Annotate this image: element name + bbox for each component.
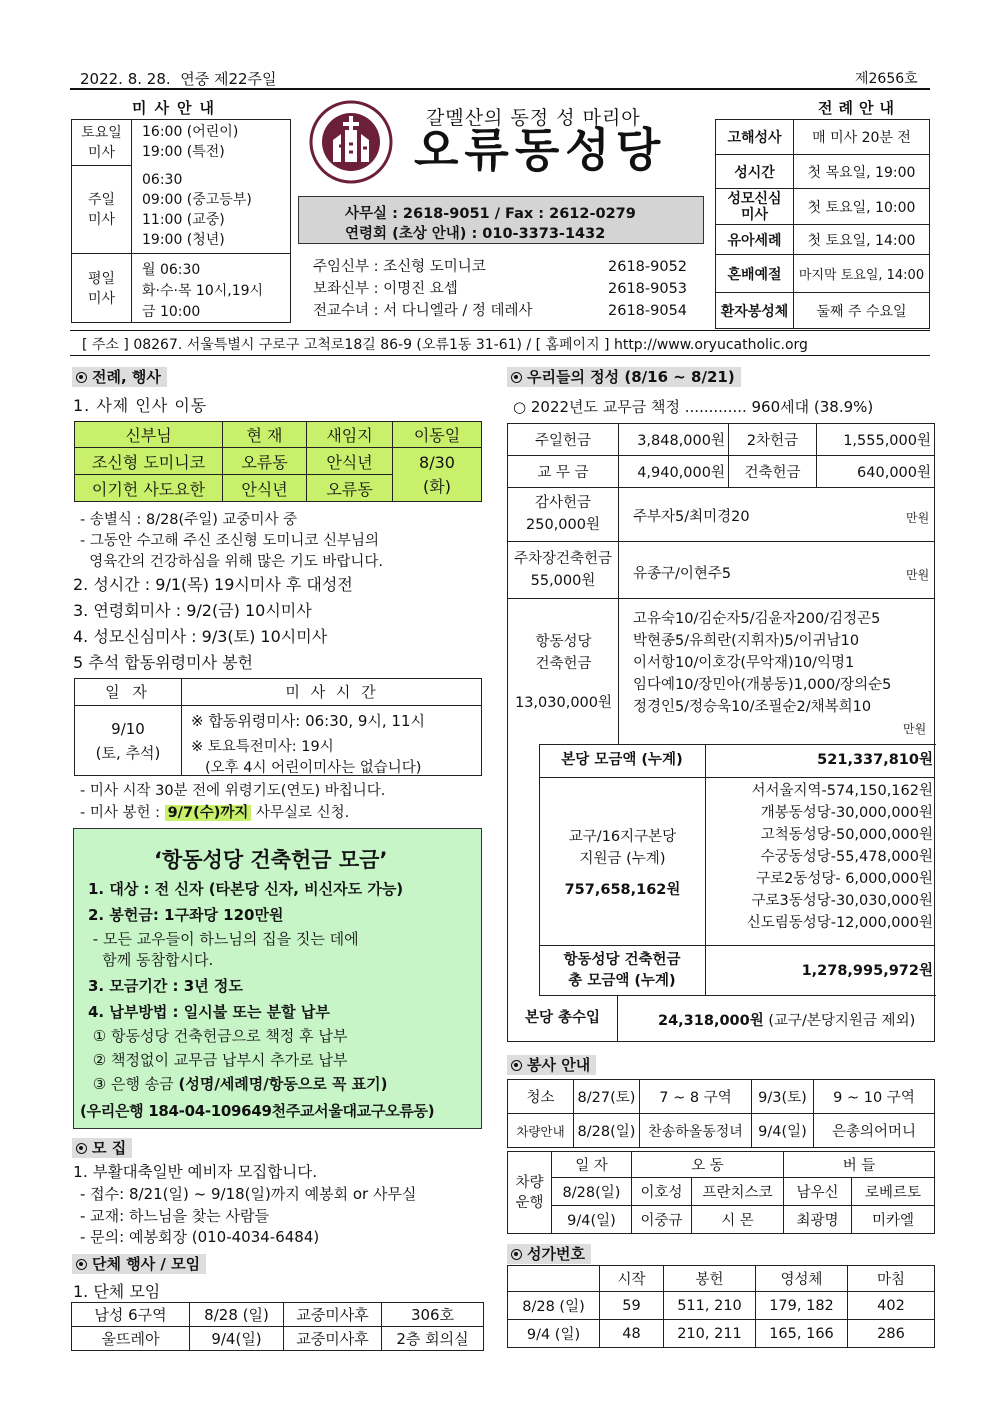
mass-title: 미사안내	[132, 99, 222, 117]
hymn-cell: 9/4 (일)	[508, 1320, 600, 1348]
section-liturgy-events: 전례, 행사	[72, 367, 167, 387]
vehicle-cell: 이중규	[632, 1206, 692, 1234]
hymn-head: 영성체	[756, 1266, 848, 1292]
gyogu-line: 구로3동성당-30,030,000원	[751, 893, 933, 909]
transfer-head: 이동일	[393, 422, 482, 448]
gyogu-line: 고척동성당-50,000,000원	[760, 827, 933, 843]
vehicle-cell: 8/28(일)	[552, 1178, 632, 1206]
offer-value: 3,848,000원	[619, 424, 729, 456]
staff-sisters-phone: 2618-9054	[608, 303, 688, 319]
thanks-unit: 만원	[906, 511, 930, 525]
hymn-head: 봉헌	[664, 1266, 756, 1292]
chuseok-table	[74, 678, 482, 776]
transfer-cell: 안식년	[307, 448, 393, 475]
church-subtitle: 갈멜산의 동정 성 마리아	[426, 107, 641, 129]
staff-assistant: 보좌신부 : 이명진 요셉	[313, 281, 458, 297]
transfer-head: 신부님	[75, 422, 223, 448]
mass-label-sun: 주일 미사	[72, 166, 132, 254]
groups-cell: 교중미사후	[284, 1303, 382, 1327]
vehicle-cell: 미카엘	[852, 1206, 935, 1234]
hymn-head	[508, 1266, 600, 1292]
mass-times-sat: 16:00 (어린이) 19:00 (특전)	[142, 124, 239, 160]
liturgy-value: 둘째 주 수요일	[794, 293, 930, 329]
hymn-cell: 48	[600, 1320, 664, 1348]
hymn-cell: 402	[848, 1292, 935, 1320]
total-value: 1,278,995,972원	[801, 963, 933, 979]
liturgy-value: 첫 목요일, 19:00	[794, 155, 930, 189]
mass-times-sun: 06:30 09:00 (중고등부) 11:00 (교중) 19:00 (청년)	[142, 172, 252, 248]
fund-title: ‘항동성당 건축헌금 모금’	[154, 848, 388, 872]
address-line: [ 주소 ] 08267. 서울특별시 구로구 고척로18길 86-9 (오류1동 31-61) / [ 홈페이지 ] http://www.oryucatholic.org	[82, 337, 808, 353]
offer-value: 640,000원	[817, 456, 935, 488]
hymn-head: 시작	[600, 1266, 664, 1292]
vehicle-head: 버 들	[784, 1152, 935, 1178]
vehicle-cell: 9/4(일)	[552, 1206, 632, 1234]
hang-line: 박현종5/유희란(지휘자)5/이귀남10	[633, 633, 860, 649]
issue-number: 제2656호	[855, 71, 918, 87]
item-marian-mass: 4. 성모신심미사 : 9/3(토) 10시미사	[73, 627, 328, 646]
fund-account: (우리은행 184-04-109649천주교서울대교구오류동)	[80, 1102, 435, 1120]
donation-block	[507, 486, 935, 1042]
dues-summary: ○ 2022년도 교무금 책정 ............. 960세대 (38.9%)	[513, 398, 874, 416]
vehicle-head: 일 자	[552, 1152, 632, 1178]
vehicle-cell: 남우신	[784, 1178, 852, 1206]
mass-label-weekday: 평일 미사	[72, 254, 132, 323]
fund-line: 2. 봉헌금: 1구좌당 120만원	[88, 906, 284, 924]
offer-label: 교 무 금	[508, 456, 619, 488]
chuseok-line2: ※ 토요특전미사: 19시	[191, 739, 334, 755]
offer-value: 1,555,000원	[817, 424, 935, 456]
assoc-phone: 연령회 (초상 안내) : 010-3373-1432	[345, 226, 606, 242]
hymn-table	[507, 1265, 935, 1348]
liturgy-key: 유아세례	[716, 225, 794, 255]
issue-date: 2022. 8. 28. 연중 제22주일	[80, 70, 277, 88]
liturgy-title: 전례안내	[818, 99, 900, 117]
liturgy-key: 성시간	[716, 155, 794, 189]
transfer-cell: 오류동	[223, 448, 307, 475]
groups-cell: 8/28 (일)	[190, 1303, 284, 1327]
fund-line: ① 항동성당 건축헌금으로 책정 후 납부	[88, 1027, 348, 1045]
fund-line: 3. 모금기간 : 3년 정도	[88, 977, 243, 995]
hymn-cell: 179, 182	[756, 1292, 848, 1320]
transfer-head: 새임지	[307, 422, 393, 448]
recruit-line: - 접수: 8/21(일) ~ 9/18(일)까지 예봉회 or 사무실	[80, 1185, 417, 1203]
note-farewell: - 송별식 : 8/28(주일) 교중미사 중	[80, 512, 298, 528]
fund-line: 4. 납부방법 : 일시불 또는 분할 납부	[88, 1003, 330, 1021]
staff-pastor-phone: 2618-9052	[608, 259, 688, 275]
bondang-value: 521,337,810원	[706, 744, 935, 778]
bondang-label: 본당 모금액 (누계)	[539, 744, 706, 778]
hymn-head: 마침	[848, 1266, 935, 1292]
transfer-heading: 1. 사제 인사 이동	[73, 396, 208, 415]
office-phone: 사무실 : 2618-9051 / Fax : 2612-0279	[345, 206, 636, 222]
income-label: 본당 총수입	[508, 996, 618, 1041]
section-recruit: 모 집	[72, 1138, 132, 1158]
groups-table	[71, 1302, 484, 1351]
fund-bank-line: ③ 은행 송금 (성명/세례명/항동으로 꼭 표기)	[88, 1075, 388, 1093]
chuseok-line1: ※ 합동위령미사: 06:30, 9시, 11시	[191, 712, 426, 730]
hymn-cell: 210, 211	[664, 1320, 756, 1348]
transfer-cell: 오류동	[307, 475, 393, 502]
transfer-cell: 안식년	[223, 475, 307, 502]
note-prayer-before-mass: - 미사 시작 30분 전에 위령기도(연도) 바칩니다.	[80, 783, 386, 799]
groups-cell: 9/4(일)	[190, 1327, 284, 1351]
service-cell: 7 ~ 8 구역	[640, 1080, 752, 1114]
mass-times-weekday: 월 06:30 화·수·목 10시,19시 금 10:00	[142, 262, 264, 320]
hang-total: 13,030,000원	[514, 695, 613, 711]
chuseok-date: 9/10 (토, 추석)	[75, 706, 182, 776]
groups-cell: 306호	[382, 1303, 484, 1327]
fund-line: ② 책정없이 교무금 납부시 추가로 납부	[88, 1051, 348, 1069]
offer-label: 주일헌금	[508, 424, 619, 456]
groups-cell: 울뜨레아	[72, 1327, 190, 1351]
staff-list	[303, 254, 708, 326]
staff-sisters: 전교수녀 : 서 다니엘라 / 정 데레사	[313, 303, 533, 319]
service-cell: 8/27(토)	[574, 1080, 640, 1114]
service-cell: 9/4(일)	[752, 1114, 814, 1148]
staff-assistant-phone: 2618-9053	[608, 281, 688, 297]
transfer-cell: 이기헌 사도요한	[75, 475, 223, 502]
chuseok-line3: (오후 4시 어린이미사는 없습니다)	[205, 760, 422, 776]
hang-line: 정경인5/정승욱10/조필순2/채복희10	[633, 699, 872, 715]
service-table	[507, 1079, 935, 1148]
hymn-cell: 286	[848, 1320, 935, 1348]
bullet-icon	[76, 1259, 87, 1270]
hymn-cell: 165, 166	[756, 1320, 848, 1348]
hang-line: 이서항10/이호강(무악재)10/익명1	[633, 655, 855, 671]
recruit-line: - 문의: 예봉회장 (010-4034-6484)	[80, 1228, 320, 1246]
gyogu-line: 수궁동성당-55,478,000원	[760, 849, 933, 865]
vehicle-cell: 로베르토	[852, 1178, 935, 1206]
hymn-cell: 511, 210	[664, 1292, 756, 1320]
gyogu-line: 구로2동성당- 6,000,000원	[756, 871, 933, 887]
fund-line: 함께 동참합시다.	[88, 951, 214, 969]
note-thanks: - 그동안 수고해 주신 조신형 도미니코 신부님의	[80, 533, 380, 549]
liturgy-key: 환자봉성체	[716, 293, 794, 329]
item-holy-hour: 2. 성시간 : 9/1(목) 19시미사 후 대성전	[73, 575, 353, 594]
liturgy-table	[715, 119, 930, 329]
bullet-icon	[76, 372, 87, 383]
gyogu-line: 서서울지역-574,150,162원	[751, 783, 933, 799]
gyogu-total: 757,658,162원	[564, 882, 681, 898]
bullet-icon	[511, 1060, 522, 1071]
groups-cell: 교중미사후	[284, 1327, 382, 1351]
offer-label: 2차헌금	[729, 424, 817, 456]
fund-line: - 모든 교우들이 하느님의 집을 짓는 데에	[88, 930, 359, 948]
liturgy-value: 마지막 토요일, 14:00	[794, 255, 930, 293]
offer-value: 4,940,000원	[619, 456, 729, 488]
vehicle-cell: 프란치스코	[692, 1178, 784, 1206]
church-name: 오류동성당	[414, 123, 667, 177]
transfer-date: 8/30 (화)	[393, 448, 482, 502]
transfer-table	[74, 421, 482, 502]
service-cell: 9/3(토)	[752, 1080, 814, 1114]
section-groups: 단체 행사 / 모임	[72, 1254, 206, 1274]
office-box	[298, 196, 704, 244]
groups-heading: 1. 단체 모임	[73, 1282, 161, 1301]
fund-line: 1. 대상 : 전 신자 (타본당 신자, 비신자도 가능)	[88, 880, 404, 898]
vehicle-label: 차량 운행	[508, 1152, 552, 1234]
staff-pastor: 주임신부 : 조신형 도미니코	[313, 259, 486, 275]
parish-seal-icon	[309, 100, 393, 184]
item-memorial-mass: 3. 연령회미사 : 9/2(금) 10시미사	[73, 601, 312, 620]
service-cell: 8/28(일)	[574, 1114, 640, 1148]
gyogu-line: 개봉동성당-30,000,000원	[760, 805, 933, 821]
transfer-cell: 조신형 도미니코	[75, 448, 223, 475]
recruit-line: - 교재: 하느님을 찾는 사람들	[80, 1207, 269, 1225]
parking-value: 유종구/이현주5	[633, 566, 732, 582]
bullet-icon	[511, 372, 522, 383]
service-cell: 찬송하올동정녀	[640, 1114, 752, 1148]
bullet-icon	[76, 1143, 87, 1154]
offer-label: 건축헌금	[729, 456, 817, 488]
service-cell: 은총의어머니	[814, 1114, 935, 1148]
bullet-icon	[511, 1249, 522, 1260]
vehicle-cell: 최광명	[784, 1206, 852, 1234]
hang-line: 임다예10/장민아(개봉동)1,000/장의순5	[633, 677, 892, 693]
mass-label-sat: 토요일 미사	[72, 120, 132, 166]
section-service: 봉사 안내	[507, 1055, 596, 1075]
vehicle-cell: 시 몬	[692, 1206, 784, 1234]
parking-unit: 만원	[906, 568, 930, 582]
hang-label: 항동성당 건축헌금	[535, 634, 592, 672]
liturgy-value: 매 미사 20분 전	[794, 120, 930, 155]
chuseok-head-time: 미 사 시 간	[182, 679, 482, 706]
vehicle-cell: 이호성	[632, 1178, 692, 1206]
service-cell: 9 ~ 10 구역	[814, 1080, 935, 1114]
mass-table	[71, 119, 291, 323]
hymn-cell: 8/28 (일)	[508, 1292, 600, 1320]
liturgy-value: 첫 토요일, 10:00	[794, 189, 930, 225]
transfer-head: 현 재	[223, 422, 307, 448]
liturgy-key: 고해성사	[716, 120, 794, 155]
offering-table	[507, 423, 935, 488]
vehicle-table	[507, 1151, 935, 1234]
fund-box	[73, 828, 482, 1129]
groups-cell: 남성 6구역	[72, 1303, 190, 1327]
gyogu-label: 교구/16지구본당 지원금 (누계)	[568, 829, 677, 867]
note-mass-offering: - 미사 봉헌 : 9/7(수)까지 사무실로 신청.	[80, 805, 350, 821]
income-value-line: 24,318,000원 (교구/본당지원금 제외)	[658, 1013, 916, 1029]
hang-line: 고유숙10/김순자5/김윤자200/김정곤5	[633, 611, 881, 627]
liturgy-value: 첫 토요일, 14:00	[794, 225, 930, 255]
service-cell: 차량안내	[508, 1114, 574, 1148]
service-cell: 청소	[508, 1080, 574, 1114]
liturgy-key: 혼배예절	[716, 255, 794, 293]
thanks-label: 감사헌금 250,000원	[508, 486, 619, 542]
hang-unit: 만원	[903, 722, 927, 736]
note-prayer: 영육간의 건강하심을 위해 많은 기도 바랍니다.	[80, 554, 384, 570]
liturgy-key: 성모신심 미사	[716, 189, 794, 225]
hymn-cell: 59	[600, 1292, 664, 1320]
section-hymns: 성가번호	[507, 1244, 591, 1264]
gyogu-line: 신도림동성당-12,000,000원	[746, 915, 933, 931]
total-label: 항동성당 건축헌금 총 모금액 (누계)	[539, 946, 706, 996]
parking-label: 주차장건축헌금 55,000원	[508, 542, 619, 599]
item-chuseok: 5 추석 합동위령미사 봉헌	[73, 653, 253, 672]
recruit-heading: 1. 부활대축일반 예비자 모집합니다.	[73, 1163, 318, 1181]
vehicle-head: 오 동	[632, 1152, 784, 1178]
thanks-value: 주부자5/최미경20	[633, 509, 750, 525]
chuseok-head-date: 일 자	[75, 679, 182, 706]
section-offerings: 우리들의 정성 (8/16 ~ 8/21)	[507, 367, 741, 387]
groups-cell: 2층 회의실	[382, 1327, 484, 1351]
